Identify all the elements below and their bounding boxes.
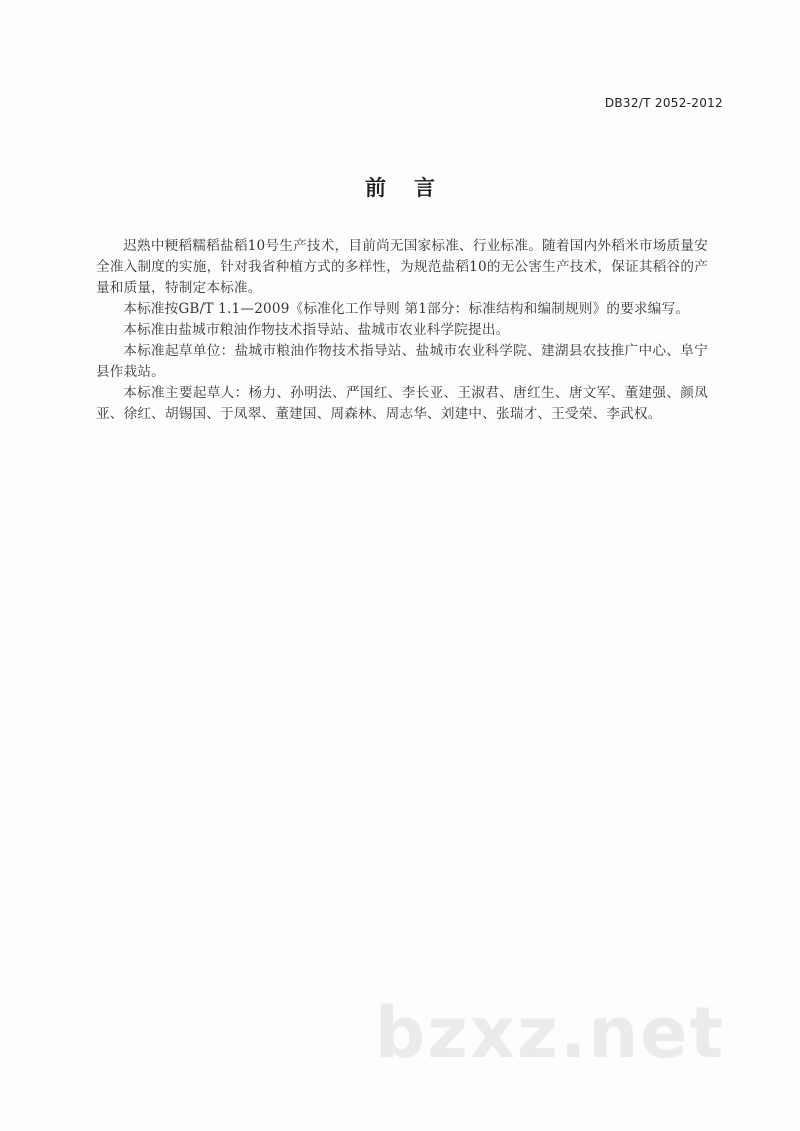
paragraph-drafting-rules: 本标准按GB/T 1.1—2009《标准化工作导则 第1部分：标准结构和编制规则》的要求编写。 <box>123 301 690 317</box>
title-char-2: 言 <box>414 176 435 200</box>
watermark-logo: bzxz.net <box>375 992 726 1074</box>
standard-code: DB32/T 2052-2012 <box>604 96 723 110</box>
title-char-1: 前 <box>365 176 386 200</box>
paragraph-proposer: 本标准由盐城市粮油作物技术指导站、盐城市农业科学院提出。 <box>123 322 510 338</box>
foreword-body <box>96 236 708 425</box>
paragraph-background: 迟熟中粳稻糯稻盐稻10号生产技术，目前尚无国家标准、行业标准。随着国内外稻米市场质量安全准入制度的实施，针对我省种植方式的多样性，为规范盐稻10的无公害生产技术，保证其稻谷的产量和质量，特制定本标准。 <box>96 238 708 296</box>
page-title <box>0 172 800 202</box>
paragraph-drafting-units: 本标准起草单位：盐城市粮油作物技术指导站、盐城市农业科学院、建湖县农技推广中心、阜宁县作栽站。 <box>96 343 708 380</box>
paragraph-drafters: 本标准主要起草人：杨力、孙明法、严国红、李长亚、王淑君、唐红生、唐文军、董建强、颜凤亚、徐红、胡锡国、于凤翠、董建国、周森林、周志华、刘建中、张瑞才、王受荣、李武权。 <box>96 385 708 422</box>
